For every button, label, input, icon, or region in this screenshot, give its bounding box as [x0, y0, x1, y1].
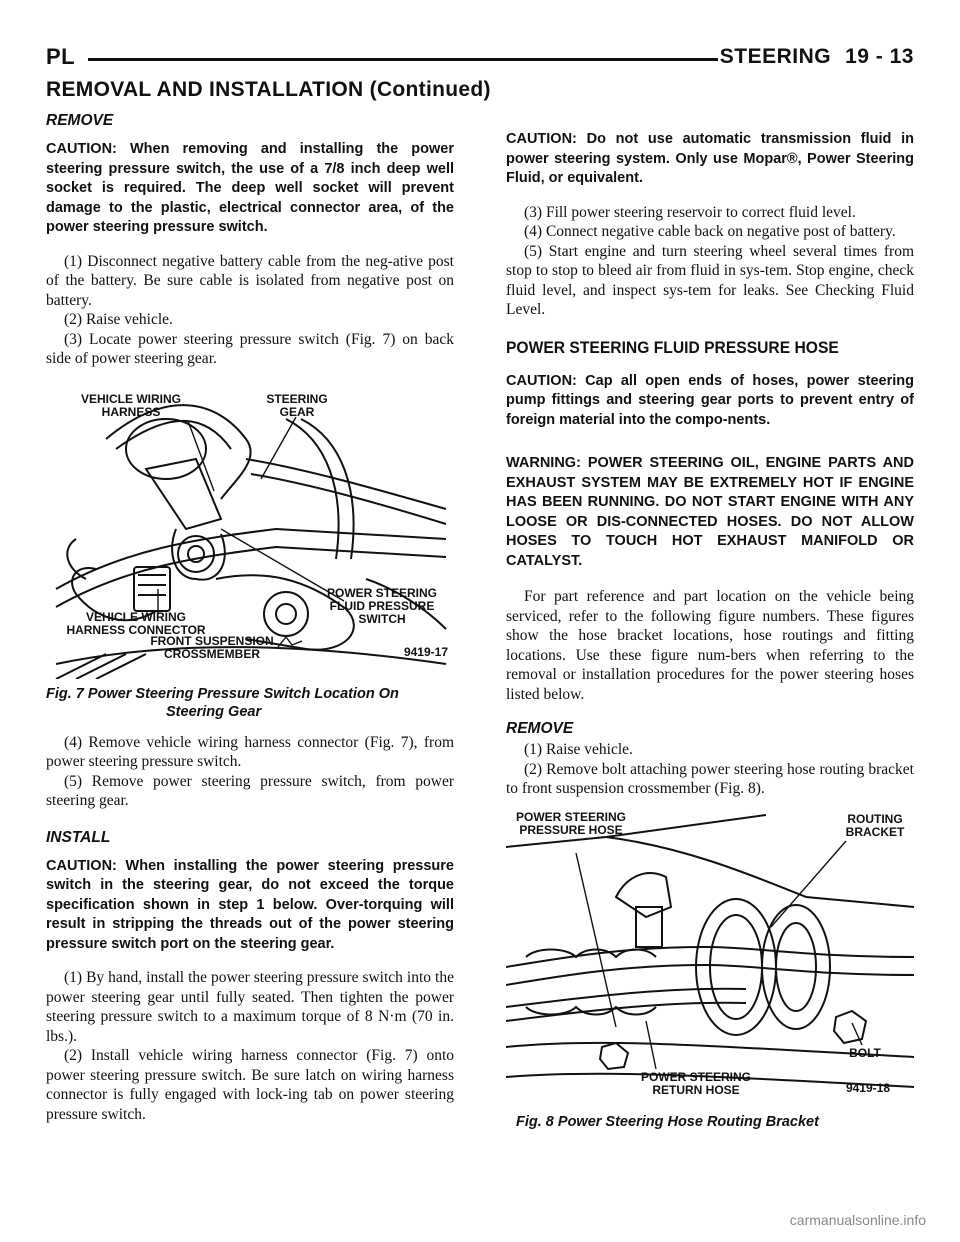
fig7-label-switch: POWER STEERING FLUID PRESSURE SWITCH — [326, 585, 437, 626]
remove-subheading-2: REMOVE — [506, 720, 574, 737]
header-page-number: 19 - 13 — [845, 45, 914, 68]
hose-reference-paragraph: For part reference and part location on the vehicle being serviced, refer to the following figure numbers. These figures show the hose bracket locations, hose routings and fitting locations. Use these figure num-bers when referring to the removal or installation procedures for the power steering hoses listed below. — [506, 588, 914, 703]
remove-subheading: REMOVE — [46, 112, 114, 129]
step-raise-vehicle-2: (1) Raise vehicle. — [524, 741, 633, 758]
figure-7 — [46, 379, 454, 679]
figure-8-illustration — [506, 807, 914, 1107]
left-column — [46, 108, 454, 1124]
header-left-code: PL — [46, 44, 76, 69]
fig8-label-routing-bracket: ROUTING BRACKET — [845, 811, 905, 839]
fig8-label-return-hose: POWER STEERING RETURN HOSE — [640, 1069, 751, 1097]
caution-cap-hoses: CAUTION: Cap all open ends of hoses, power steering pump fittings and steering gear ports to prevent entry of foreign material into the compo-nents. — [506, 372, 914, 428]
fig7-id: 9419-17 — [403, 644, 448, 659]
right-column — [506, 130, 914, 1143]
warning-hot: WARNING: POWER STEERING OIL, ENGINE PARTS AND EXHAUST SYSTEM MAY BE EXTREMELY HOT IF ENGINE HAS BEEN RUNNING. DO NOT START ENGINE WITH ANY LOOSE OR DIS-CONNECTED HOSES. DO NOT ALLOW HOSES TO TOUCH HOT EXHAUST MANIFOLD OR CATALYST. — [506, 455, 914, 569]
step-bleed-air: (5) Start engine and turn steering wheel several times from stop to stop to bleed air from fluid in sys-tem. Stop engine, check fluid level, and inspect sys-tem for leaks. See Checking Fluid Level. — [506, 242, 914, 318]
step-install-connector: (2) Install vehicle wiring harness connector (Fig. 7) onto power steering pressure switch. Be sure latch on wiring harness connector is fully engaged with lock-ing tab on power steering pressure switch. — [46, 1047, 454, 1123]
page-header — [46, 44, 914, 74]
step-disconnect-battery: (1) Disconnect negative battery cable from the neg-ative post of the battery. Be sure cable is isolated from negative post on battery. — [46, 252, 454, 309]
step-raise-vehicle: (2) Raise vehicle. — [64, 311, 173, 328]
step-remove-connector: (4) Remove vehicle wiring harness connector (Fig. 7), from power steering pressure switch. — [46, 733, 454, 770]
fig7-caption — [46, 685, 454, 721]
header-section-title: STEERING — [719, 45, 832, 68]
caution-fluid: CAUTION: Do not use automatic transmission fluid in power steering system. Only use Mopar®, Power Steering Fluid, or equivalent. — [506, 131, 914, 186]
fig8-id: 9419-18 — [845, 1080, 890, 1095]
caution-torque: CAUTION: When installing the power steering pressure switch in the steering gear, do not exceed the torque specification shown in step 1 below. Over-torquing will result in stripping the threads out of the power steering pressure switch port on the steering gear. — [46, 857, 454, 952]
fig8-caption: Fig. 8 Power Steering Hose Routing Bracket — [516, 1113, 819, 1130]
fig7-caption-line1: Fig. 7 Power Steering Pressure Switch Location On — [46, 685, 399, 702]
step-fill-reservoir: (3) Fill power steering reservoir to correct fluid level. — [524, 203, 856, 221]
step-locate-switch: (3) Locate power steering pressure switch (Fig. 7) on back side of power steering gear. — [46, 330, 454, 367]
header-section — [720, 45, 914, 69]
caution-socket: CAUTION: When removing and installing the power steering pressure switch, the use of a 7/8 inch deep well socket is required. The deep well socket will prevent damage to the plastic, electrical connector area, of the power steering pressure switch. — [46, 141, 454, 235]
continued-heading: REMOVAL AND INSTALLATION (Continued) — [46, 78, 491, 101]
fig8-label-pressure-hose: POWER STEERING PRESSURE HOSE — [515, 809, 626, 837]
fig7-caption-line2: Steering Gear — [166, 703, 262, 720]
watermark: carmanualsonline.info — [789, 1212, 926, 1228]
fig7-label-gear: STEERING GEAR — [266, 391, 328, 419]
figure-8 — [506, 807, 914, 1107]
step-install-switch: (1) By hand, install the power steering pressure switch into the power steering gear until fully seated. Then tighten the power steering pressure switch to a maximum torque of 8 N·m (70 in. lbs.). — [46, 969, 454, 1045]
fig7-label-connector: VEHICLE WIRING HARNESS CONNECTOR — [66, 609, 206, 637]
fig8-label-bolt: BOLT — [849, 1045, 881, 1060]
fig7-label-crossmember: FRONT SUSPENSION CROSSMEMBER — [150, 633, 274, 661]
step-connect-cable: (4) Connect negative cable back on negative post of battery. — [524, 223, 896, 240]
header-rule — [88, 58, 718, 61]
hose-section-heading: POWER STEERING FLUID PRESSURE HOSE — [506, 337, 839, 357]
step-remove-switch: (5) Remove power steering pressure switch, from power steering gear. — [46, 772, 454, 809]
install-subheading: INSTALL — [46, 828, 111, 846]
fig7-label-harness: VEHICLE WIRING HARNESS — [80, 391, 181, 419]
step-remove-bolt: (2) Remove bolt attaching power steering hose routing bracket to front suspension crossmember (Fig. 8). — [506, 760, 914, 797]
